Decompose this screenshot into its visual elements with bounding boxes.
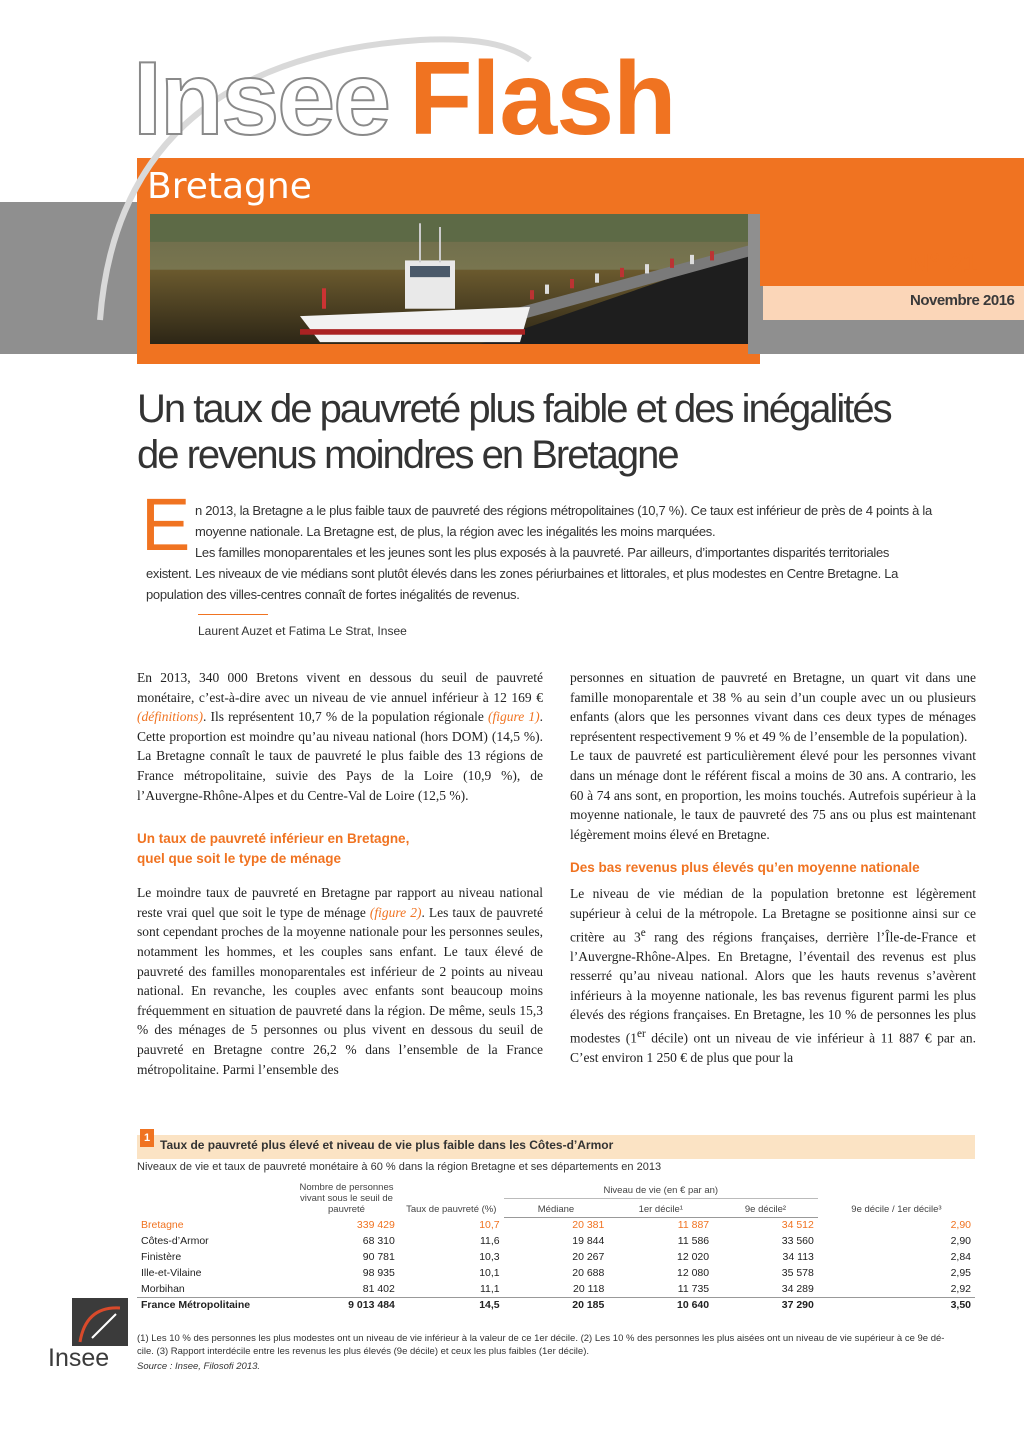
insee-logo-mark-icon (72, 1298, 128, 1346)
article-title (137, 386, 937, 478)
median-cell: 20 185 (504, 1297, 609, 1313)
lead-line: existent. Les niveaux de vie médians sont plutôt élevés dans les zones périurbaines et littorales, et plus modestes en Centre Bretagne. La (146, 566, 899, 581)
table-row (137, 1233, 975, 1249)
name-cell: Bretagne (141, 1219, 184, 1231)
name-cell: Finistère (141, 1251, 182, 1263)
paragraph (137, 668, 543, 805)
table-header-group: Niveau de vie (en € par an) (504, 1180, 818, 1198)
heading-line: Un taux de pauvreté inférieur en Bretagne, (137, 831, 410, 847)
lead-dropcap: E (141, 483, 191, 566)
ratio-cell: 2,90 (950, 1235, 971, 1247)
persons-cell: 98 935 (362, 1267, 395, 1279)
rate-cell: 10,3 (479, 1251, 500, 1263)
median-cell: 20 688 (572, 1267, 605, 1279)
section-heading (137, 829, 543, 869)
note-line: (1) Les 10 % des personnes les plus modestes ont un niveau de vie inférieur à la valeur de ce 1er décile. (2) Les 10 % des personnes les plus aisées ont un niveau de vie supérieur à ce 9e dé- (137, 1333, 945, 1344)
name-cell: France Métropolitaine (137, 1297, 294, 1313)
table-row (137, 1249, 975, 1265)
note-line: cile. (3) Rapport interdécile entre les revenus les plus élevés (9e décile) et ceux les plus faibles (1er décile). (137, 1346, 589, 1357)
text: . Ils représentent 10,7 % de la population régionale (203, 709, 489, 725)
insee-logo-icon (72, 1298, 128, 1346)
ratio-cell: 2,90 (950, 1219, 971, 1231)
text: Le moindre taux de pauvreté en Bretagne par rapport au niveau national reste vrai quel que soit le type de ménage (137, 885, 543, 920)
d9-cell: 33 560 (781, 1235, 814, 1247)
paragraph (570, 884, 976, 1067)
photo-frame-left (137, 214, 150, 364)
d1-cell: 11 735 (677, 1282, 710, 1295)
name-cell: Ille-et-Vilaine (141, 1267, 202, 1279)
figure-title: Taux de pauvreté plus élevé et niveau de vie plus faible dans les Côtes-d’Armor (160, 1138, 614, 1152)
figure-subtitle: Niveaux de vie et taux de pauvreté monétaire à 60 % dans la région Bretagne et ses départements en 2013 (137, 1161, 662, 1173)
d9-cell: 35 578 (781, 1267, 814, 1279)
persons-cell: 68 310 (362, 1235, 395, 1247)
text: Le niveau de vie médian de la population bretonne est légèrement supérieur à celui de la métropole. La Bretagne se positionne ainsi sur ce critère au 3 (570, 886, 976, 945)
ratio-cell: 2,95 (950, 1267, 971, 1279)
median-cell: 20 267 (572, 1251, 605, 1263)
body-column-left (137, 668, 543, 1079)
table-body (137, 1217, 975, 1313)
lead-line: moyenne nationale. La Bretagne est, de plus, la région avec les inégalités les moins marquées. (195, 524, 716, 539)
rate-cell: 11,1 (479, 1282, 500, 1295)
paragraph: Le taux de pauvreté est particulièrement élevé pour les personnes vivant dans un ménage dont le référent fiscal a moins de 30 ans. A contrario, les 60 à 74 ans sont, en proportion, les moins touchés. Autrefois supérieur à la moyenne nationale, le taux de pauvreté des 75 ans ou plus est maintenant légèrement moins élevé en Bretagne. (570, 748, 976, 842)
d9-cell: 34 113 (782, 1251, 814, 1263)
figure-2-link[interactable]: (figure 2) (369, 904, 422, 920)
rate-cell: 14,5 (399, 1297, 504, 1313)
lead-paragraph (146, 500, 976, 605)
issue-number: N° 21 (910, 248, 978, 278)
brand-insee-text: Insee (133, 41, 389, 157)
text: rang des régions françaises, derrière l’Île-de-France et l’Auvergne-Rhône-Alpes. En Bretagne, l’éventail des revenus est plus resserré qu’au niveau national. Alors que les hauts revenus s’avèrent inférieurs à la moyenne nationale, les bas revenus figurent parmi les plus élevés des régions françaises. En Bretagne, les 10 % de personnes les plus modestes (1 (570, 929, 976, 1046)
ratio-cell: 2,92 (950, 1282, 971, 1295)
name-cell: Morbihan (141, 1282, 185, 1295)
insee-logo-text: Insee (48, 1344, 110, 1372)
lead-line: population des villes-centres connaît de fortes inégalités de revenus. (146, 587, 520, 602)
harbour-photo (150, 214, 748, 354)
lead-line: n 2013, la Bretagne a le plus faible taux de pauvreté des régions métropolitaines (10,7 %). Ce taux est inférieur de près de 4 points à la (195, 503, 932, 518)
rate-cell: 10,1 (479, 1267, 500, 1279)
median-cell: 20 118 (573, 1282, 605, 1295)
table-row (137, 1265, 975, 1281)
brand-flash-text: Flash (408, 41, 676, 157)
definitions-link[interactable]: (définitions) (137, 709, 203, 725)
name-cell: Côtes-d’Armor (141, 1235, 209, 1247)
ratio-cell: 2,84 (950, 1251, 971, 1263)
table-header: Médiane (504, 1198, 609, 1217)
region-name: Bretagne (147, 166, 312, 207)
table-row (137, 1297, 975, 1313)
persons-cell: 81 402 (362, 1282, 395, 1295)
d9-cell: 34 289 (781, 1282, 814, 1295)
table-row (137, 1281, 975, 1297)
title-line: de revenus moindres en Bretagne (137, 433, 678, 477)
d1-cell: 11 887 (677, 1219, 710, 1232)
paragraph: personnes en situation de pauvreté en Bretagne, un quart vit dans une famille monoparentale et 38 % au sein d’un couple avec un ou plusieurs enfants (alors que les personnes vivant dans ces deux types de ménages représentent respectivement 9 % et 49 % de l’ensemble de la population). (570, 670, 976, 744)
figure-number: 1 (140, 1129, 154, 1147)
d1-cell: 11 586 (677, 1235, 710, 1247)
table-row (137, 1217, 975, 1233)
persons-cell: 339 429 (356, 1219, 395, 1231)
median-cell: 20 381 (572, 1219, 605, 1232)
title-line: Un taux de pauvreté plus faible et des inégalités (137, 387, 891, 431)
poverty-table (137, 1180, 975, 1313)
table-header: 1er décile¹ (608, 1198, 713, 1217)
brand-logo (133, 40, 676, 160)
body-column-right (570, 668, 976, 1068)
section-heading: Des bas revenus plus élevés qu’en moyenne nationale (570, 860, 920, 876)
issue-date: Novembre 2016 (910, 292, 1015, 309)
rate-cell: 10,7 (479, 1219, 500, 1231)
ratio-cell: 3,50 (818, 1297, 975, 1313)
figure-1-link[interactable]: (figure 1) (488, 709, 540, 725)
text: . Les taux de pauvreté sont cependant proches de la moyenne nationale pour les personnes seules, notamment les hommes, et les couples sans enfant. Le taux élevé de pauvreté des familles monoparentales est inférieur de 2 points au niveau national. En revanche, les couples avec enfants sont beaucoup moins fréquemment en situation de pauvreté dans la région. De même, seuls 15,3 % des ménages de 5 personnes ou plus vivent en dessous du seuil de pauvreté en Bretagne contre 26,2 % dans l’ensemble de la France métropolitaine. Parmi l’ensemble des (137, 904, 543, 1077)
lead-line: Les familles monoparentales et les jeunes sont les plus exposés à la pauvreté. Par ailleurs, d’importantes disparités territoriales (195, 545, 890, 560)
text: décile) ont un niveau de vie inférieur à 11 887 € par an. C’est environ 1 250 € de plus que pour la (570, 1030, 976, 1066)
text: . Cette proportion est moindre qu’au niveau national (hors DOM) (14,5 %). La Bretagne connaît le taux de pauvreté le plus faible des 13 régions de France métropolitaine, suivie des Pays de la Loire (10,9 %), de l’Auvergne-Rhône-Alpes et du Centre-Val de Loire (12,5 %). (137, 709, 543, 803)
header-orange-block (760, 214, 1024, 286)
table-header: Taux de pauvreté (%) (406, 1204, 497, 1215)
table-header: 9e décile² (713, 1198, 818, 1217)
persons-cell: 90 781 (362, 1251, 395, 1263)
authors-divider (198, 614, 268, 615)
d1-cell: 12 080 (677, 1267, 710, 1279)
table-source: Source : Insee, Filosofi 2013. (137, 1361, 261, 1372)
d9-cell: 37 290 (713, 1297, 818, 1313)
table-header: 9e décile / 1er décile³ (851, 1204, 942, 1215)
d9-cell: 34 512 (781, 1219, 814, 1232)
paragraph (137, 883, 543, 1079)
d1-cell: 12 020 (677, 1251, 710, 1263)
rate-cell: 11,6 (479, 1235, 500, 1247)
persons-cell: 9 013 484 (294, 1297, 399, 1313)
heading-line: quel que soit le type de ménage (137, 851, 342, 867)
table-header (137, 1180, 294, 1217)
authors: Laurent Auzet et Fatima Le Strat, Insee (198, 624, 407, 638)
superscript: e (640, 926, 646, 939)
median-cell: 19 844 (572, 1235, 605, 1247)
d1-cell: 10 640 (608, 1297, 713, 1313)
table-header: Nombre de personnes vivant sous le seuil de pauvreté (299, 1182, 394, 1215)
table-notes (137, 1332, 975, 1358)
text: En 2013, 340 000 Bretons vivent en dessous du seuil de pauvreté monétaire, c’est-à-dire avec un niveau de vie annuel inférieur à 12 169 € (137, 670, 543, 705)
superscript: er (637, 1028, 646, 1040)
photo-frame-bottom (137, 354, 760, 364)
